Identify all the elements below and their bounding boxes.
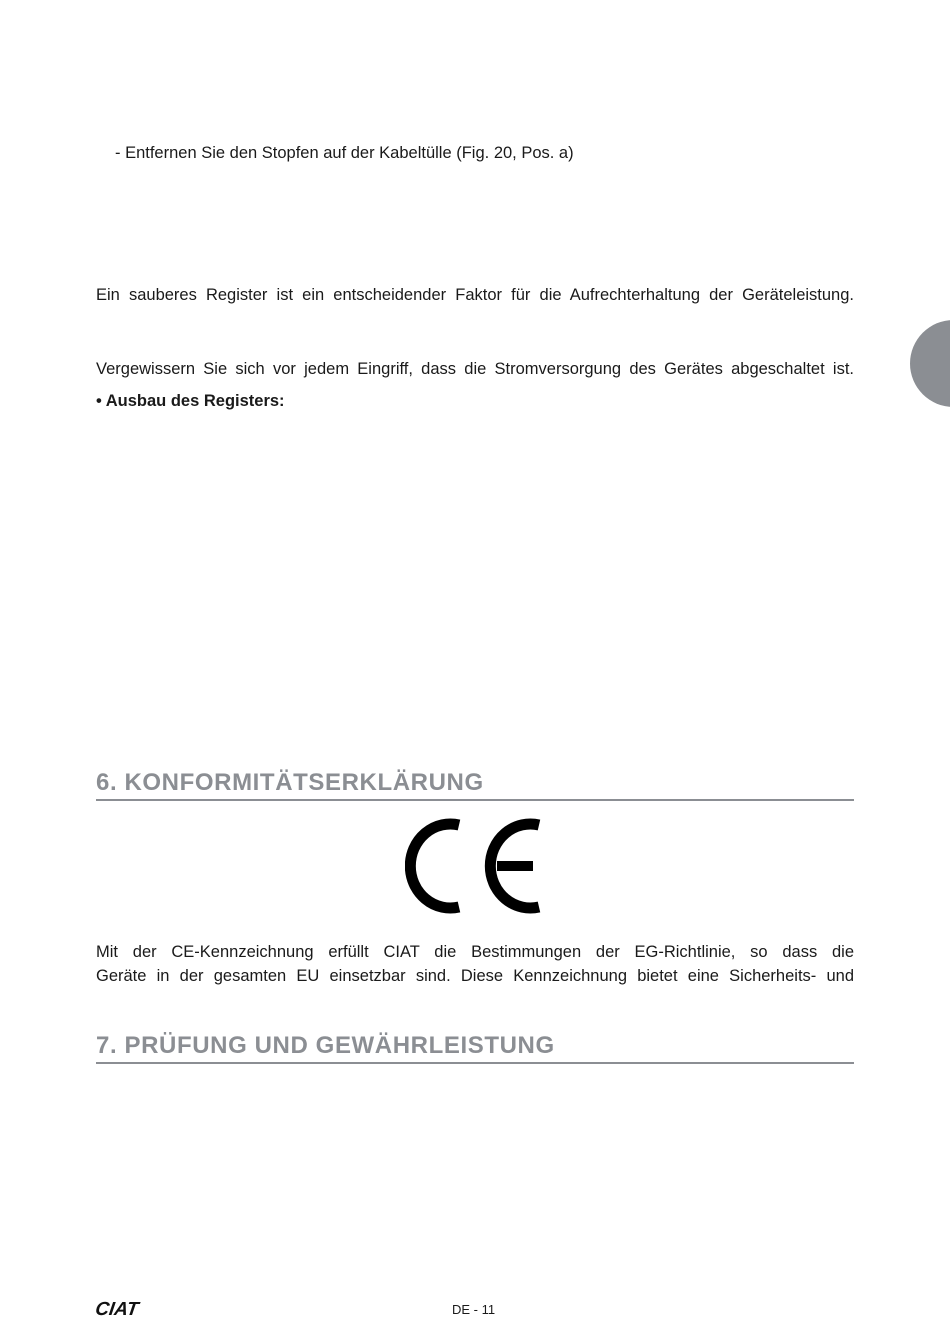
ciat-logo-text: CIAT <box>96 1299 140 1320</box>
section-7-title <box>96 1031 854 1064</box>
clean-register-paragraph <box>96 283 854 307</box>
clean-register-line: Ein sauberes Register ist ein entscheidender Faktor für die Aufrechterhaltung der Geräteleistung. <box>96 286 854 304</box>
section-6-title-text: 6. KONFORMITÄTSERKLÄRUNG <box>96 769 484 796</box>
section-7-title-text: 7. PRÜFUNG UND GEWÄHRLEISTUNG <box>96 1032 555 1059</box>
ce-mark-icon <box>405 815 545 915</box>
chapter-tab-marker <box>910 320 950 407</box>
register-removal-heading: • Ausbau des Registers: <box>96 392 285 410</box>
ce-paragraph-line-1: Mit der CE-Kennzeichnung erfüllt CIAT die Bestimmungen der EG-Richtlinie, so dass die <box>96 943 854 961</box>
ce-mark-logo <box>405 815 545 915</box>
power-warning-line: Vergewissern Sie sich vor jedem Eingriff, dass die Stromversorgung des Gerätes abgeschaltet ist. <box>96 360 854 378</box>
ciat-logo <box>96 1298 160 1320</box>
ce-paragraph-line-2: Geräte in der gesamten EU einsetzbar sind. Diese Kennzeichnung bietet eine Sicherheits- und <box>96 967 854 985</box>
ce-paragraph <box>96 940 854 988</box>
page-number: DE - 11 <box>452 1302 496 1317</box>
power-warning-paragraph <box>96 357 854 381</box>
section-6-title <box>96 768 854 801</box>
step-remove-plug: - Entfernen Sie den Stopfen auf der Kabeltülle (Fig. 20, Pos. a) <box>115 144 574 162</box>
